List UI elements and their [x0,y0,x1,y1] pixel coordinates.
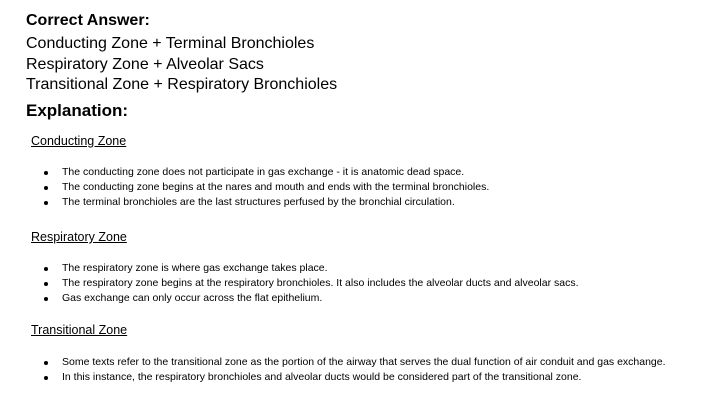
bullet-dot-icon [44,361,48,365]
bullet-dot-icon [44,267,48,271]
bullet-text: Gas exchange can only occur across the flat epithelium. [62,292,323,304]
transitional-zone-bullet-list [44,355,666,385]
bullet-dot-icon [44,201,48,205]
bullet-item [44,291,579,306]
bullet-dot-icon [44,376,48,380]
answer-item: Respiratory Zone + Alveolar Sacs [26,55,264,73]
bullet-text: The conducting zone does not participate in gas exchange - it is anatomic dead space. [62,166,465,178]
bullet-dot-icon [44,282,48,286]
bullet-item [44,195,489,210]
bullet-text: The terminal bronchioles are the last structures perfused by the bronchial circulation. [62,196,455,208]
section-title-transitional-zone: Transitional Zone [31,323,128,337]
correct-answer-heading: Correct Answer: [26,12,150,29]
bullet-text: The respiratory zone is where gas exchange takes place. [62,262,328,274]
bullet-item [44,165,489,180]
bullet-item [44,261,579,276]
bullet-text: The conducting zone begins at the nares and mouth and ends with the terminal bronchioles. [62,181,490,193]
bullet-text: Some texts refer to the transitional zone as the portion of the airway that serves the dual function of air conduit and gas exchange. [62,356,666,368]
answer-item: Conducting Zone + Terminal Bronchioles [26,35,315,52]
answer-item: Transitional Zone + Respiratory Bronchioles [26,76,338,93]
section-title-respiratory-zone: Respiratory Zone [31,230,127,244]
bullet-item [44,355,666,370]
section-title-conducting-zone: Conducting Zone [31,134,127,148]
bullet-item [44,370,666,385]
bullet-text: In this instance, the respiratory bronchioles and alveolar ducts would be considered part of the transitional zone. [62,371,582,383]
bullet-dot-icon [44,171,48,175]
bullet-text: The respiratory zone begins at the respiratory bronchioles. It also includes the alveolar ducts and alveolar sacs. [62,277,579,289]
bullet-item [44,180,489,195]
explanation-heading: Explanation: [26,101,129,120]
bullet-dot-icon [44,297,48,301]
respiratory-zone-bullet-list [44,261,579,306]
conducting-zone-bullet-list [44,165,489,210]
answer-list [26,34,337,96]
bullet-dot-icon [44,186,48,190]
bullet-item [44,276,579,291]
